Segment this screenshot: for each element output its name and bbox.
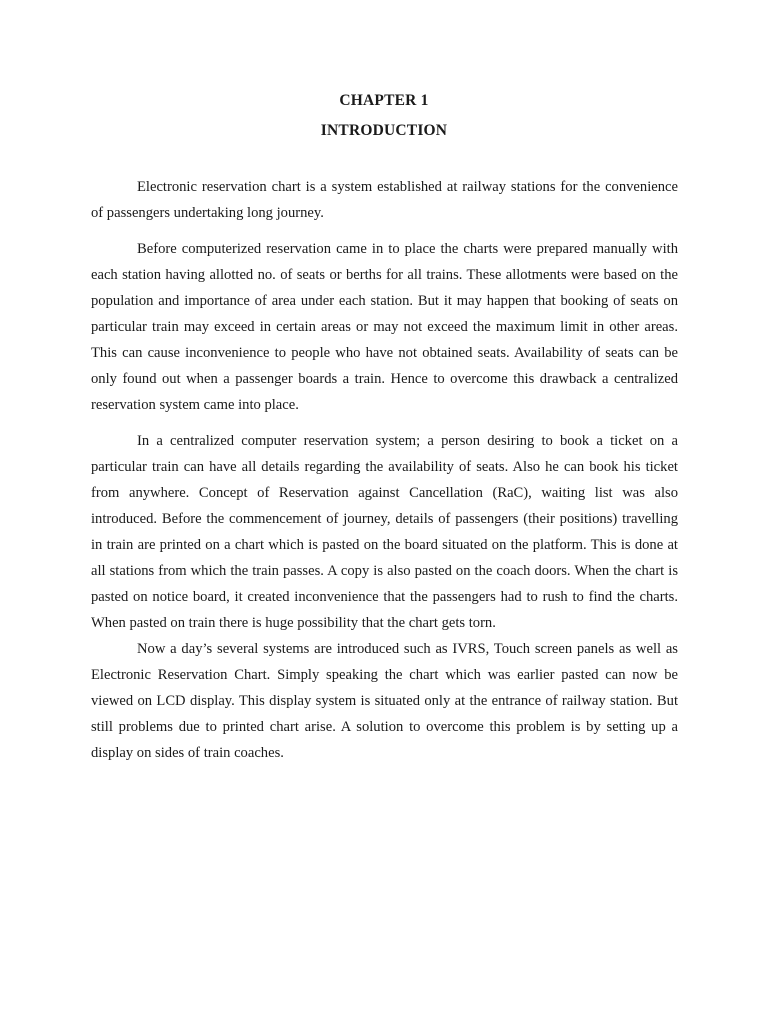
section-heading: INTRODUCTION [320,122,448,139]
paragraph-4: Now a day’s several systems are introduced such as IVRS, Touch screen panels as well as Electronic Reservation Chart. Simply speaking the chart which was earlier pasted can now be viewed on LCD display. This display system is situated only at the entrance of railway station. But still problems due to printed chart arise. A solution to overcome this problem is by setting up a display on sides of train coaches. [91,641,678,761]
chapter-heading: CHAPTER 1 [339,92,429,109]
body-text [91,174,678,766]
paragraph-2: Before computerized reservation came in to place the charts were prepared manually with each station having allotted no. of seats or berths for all trains. These allotments were based on the population and importance of area under each station. But it may happen that booking of seats on particular train may exceed in certain areas or may not exceed the maximum limit in other areas. This can cause inconvenience to people who have not obtained seats. Availability of seats can be only found out when a passenger boards a train. Hence to overcome this drawback a centralized reservation system came into place. [91,241,678,413]
paragraph-1: Electronic reservation chart is a system established at railway stations for the convenience of passengers undertaking long journey. [91,179,678,221]
paragraph-3: In a centralized computer reservation system; a person desiring to book a ticket on a particular train can have all details regarding the availability of seats. Also he can book his ticket from anywhere. Concept of Reservation against Cancellation (RaC), waiting list was also introduced. Before the commencement of journey, details of passengers (their positions) travelling in train are printed on a chart which is pasted on the board situated on the platform. This is done at all stations from which the train passes. A copy is also pasted on the coach doors. When the chart is pasted on notice board, it created inconvenience that the passengers had to rush to find the charts. When pasted on train there is huge possibility that the chart gets torn. [91,433,678,631]
